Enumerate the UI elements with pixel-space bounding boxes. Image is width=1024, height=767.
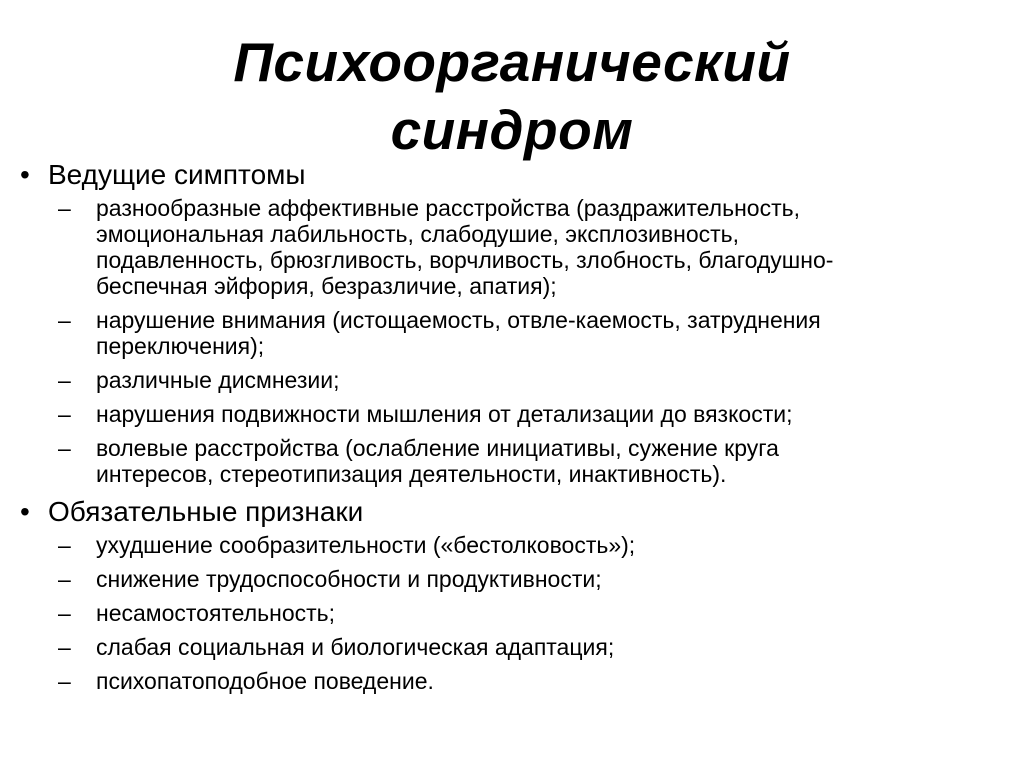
bullet-icon: • bbox=[20, 496, 30, 527]
list-item bbox=[20, 367, 1010, 393]
list-item bbox=[20, 600, 1010, 626]
item-line: волевые расстройства (ослабление инициативы, сужение круга bbox=[96, 435, 779, 461]
item-line: снижение трудоспособности и продуктивности; bbox=[96, 566, 602, 592]
item-line: подавленность, брюзгливость, ворчливость, злобность, благодушно- bbox=[96, 247, 834, 273]
item-line: интересов, стереотипизация деятельности, инактивность). bbox=[96, 461, 727, 487]
item-line: психопатоподобное поведение. bbox=[96, 668, 434, 694]
dash-icon: – bbox=[58, 401, 71, 427]
item-line: слабая социальная и биологическая адаптация; bbox=[96, 634, 615, 660]
dash-icon: – bbox=[58, 195, 71, 221]
item-line: несамостоятельность; bbox=[96, 600, 336, 626]
item-line: переключения); bbox=[96, 333, 265, 359]
dash-icon: – bbox=[58, 668, 71, 694]
item-line: различные дисмнезии; bbox=[96, 367, 340, 393]
dash-icon: – bbox=[58, 532, 71, 558]
bullet-icon: • bbox=[20, 159, 30, 190]
bullet-list bbox=[20, 158, 1010, 702]
list-item bbox=[20, 668, 1010, 694]
list-item bbox=[20, 566, 1010, 592]
list-item bbox=[20, 401, 1010, 427]
dash-icon: – bbox=[58, 435, 71, 461]
list-item bbox=[20, 435, 1010, 487]
section-heading-text: Ведущие симптомы bbox=[48, 159, 306, 190]
dash-icon: – bbox=[58, 600, 71, 626]
item-line: ухудшение сообразительности («бестолковость»); bbox=[96, 532, 636, 558]
dash-icon: – bbox=[58, 367, 71, 393]
sublist bbox=[20, 195, 1010, 487]
list-item bbox=[20, 307, 1010, 359]
list-item bbox=[20, 634, 1010, 660]
section-heading bbox=[20, 158, 1010, 192]
item-line: беспечная эйфория, безразличие, апатия); bbox=[96, 273, 557, 299]
item-line: разнообразные аффективные расстройства (раздражительность, bbox=[96, 195, 800, 221]
slide-title bbox=[0, 28, 1024, 164]
list-item bbox=[20, 195, 1010, 299]
list-item bbox=[20, 532, 1010, 558]
item-line: эмоциональная лабильность, слабодушие, эксплозивность, bbox=[96, 221, 740, 247]
sublist bbox=[20, 532, 1010, 694]
section-heading bbox=[20, 495, 1010, 529]
dash-icon: – bbox=[58, 307, 71, 333]
dash-icon: – bbox=[58, 566, 71, 592]
item-line: нарушение внимания (истощаемость, отвле-каемость, затруднения bbox=[96, 307, 821, 333]
item-line: нарушения подвижности мышления от детализации до вязкости; bbox=[96, 401, 793, 427]
slide-title-line-2: синдром bbox=[390, 99, 634, 161]
dash-icon: – bbox=[58, 634, 71, 660]
section-heading-text: Обязательные признаки bbox=[48, 496, 364, 527]
slide-title-line-1: Психоорганический bbox=[233, 31, 791, 93]
